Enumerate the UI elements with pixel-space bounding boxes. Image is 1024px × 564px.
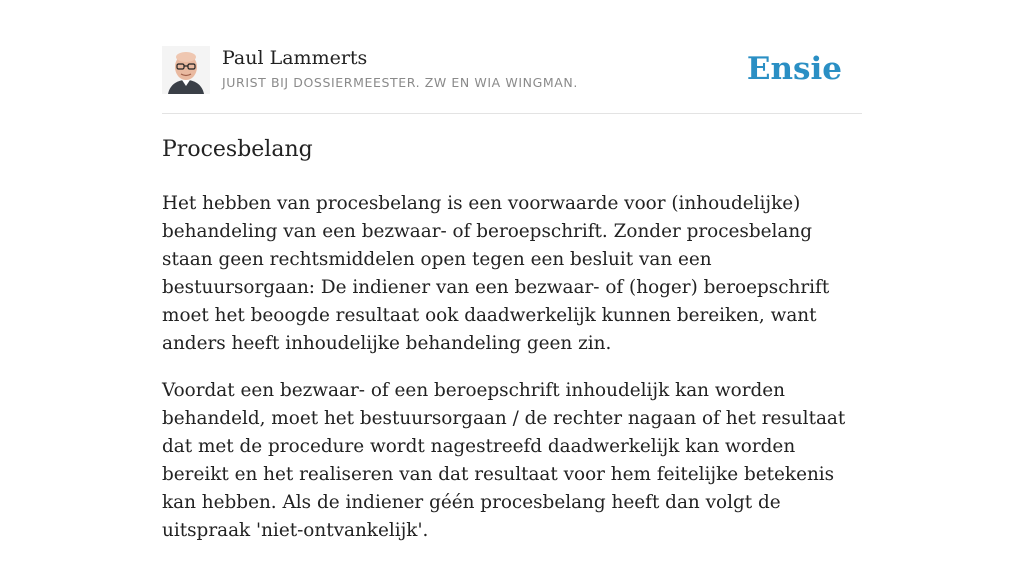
article-body	[162, 190, 862, 564]
author-bio: JURIST BIJ DOSSIERMEESTER. ZW EN WIA WINGMAN.	[222, 75, 578, 90]
article-paragraph: Het hebben van procesbelang is een voorwaarde voor (inhoudelijke) behandeling van een bezwaar- of beroepschrift. Zonder procesbelang staan geen rechtsmiddelen open tegen een besluit van een bestuursorgaan: De indiener van een bezwaar- of (hoger) beroepschrift moet het beoogde resultaat ook daadwerkelijk kunnen bereiken, want anders heeft inhoudelijke behandeling geen zin.	[162, 193, 830, 354]
article-paragraph: Voordat een bezwaar- of een beroepschrift inhoudelijk kan worden behandeld, moet het bestuursorgaan / de rechter nagaan of het resultaat dat met de procedure wordt nagestreefd daadwerkelijk kan worden bereikt en het realiseren van dat resultaat voor hem feitelijke betekenis kan hebben. Als de indiener géén procesbelang heeft dan volgt de uitspraak 'niet-ontvankelijk'.	[162, 380, 846, 541]
author-avatar[interactable]	[162, 46, 210, 94]
author-header	[162, 46, 862, 96]
ensie-logo[interactable]: Ensie	[746, 51, 842, 87]
header-divider	[162, 113, 862, 114]
avatar-portrait	[162, 46, 210, 94]
article-title: Procesbelang	[162, 137, 313, 162]
author-name[interactable]: Paul Lammerts	[222, 47, 368, 69]
